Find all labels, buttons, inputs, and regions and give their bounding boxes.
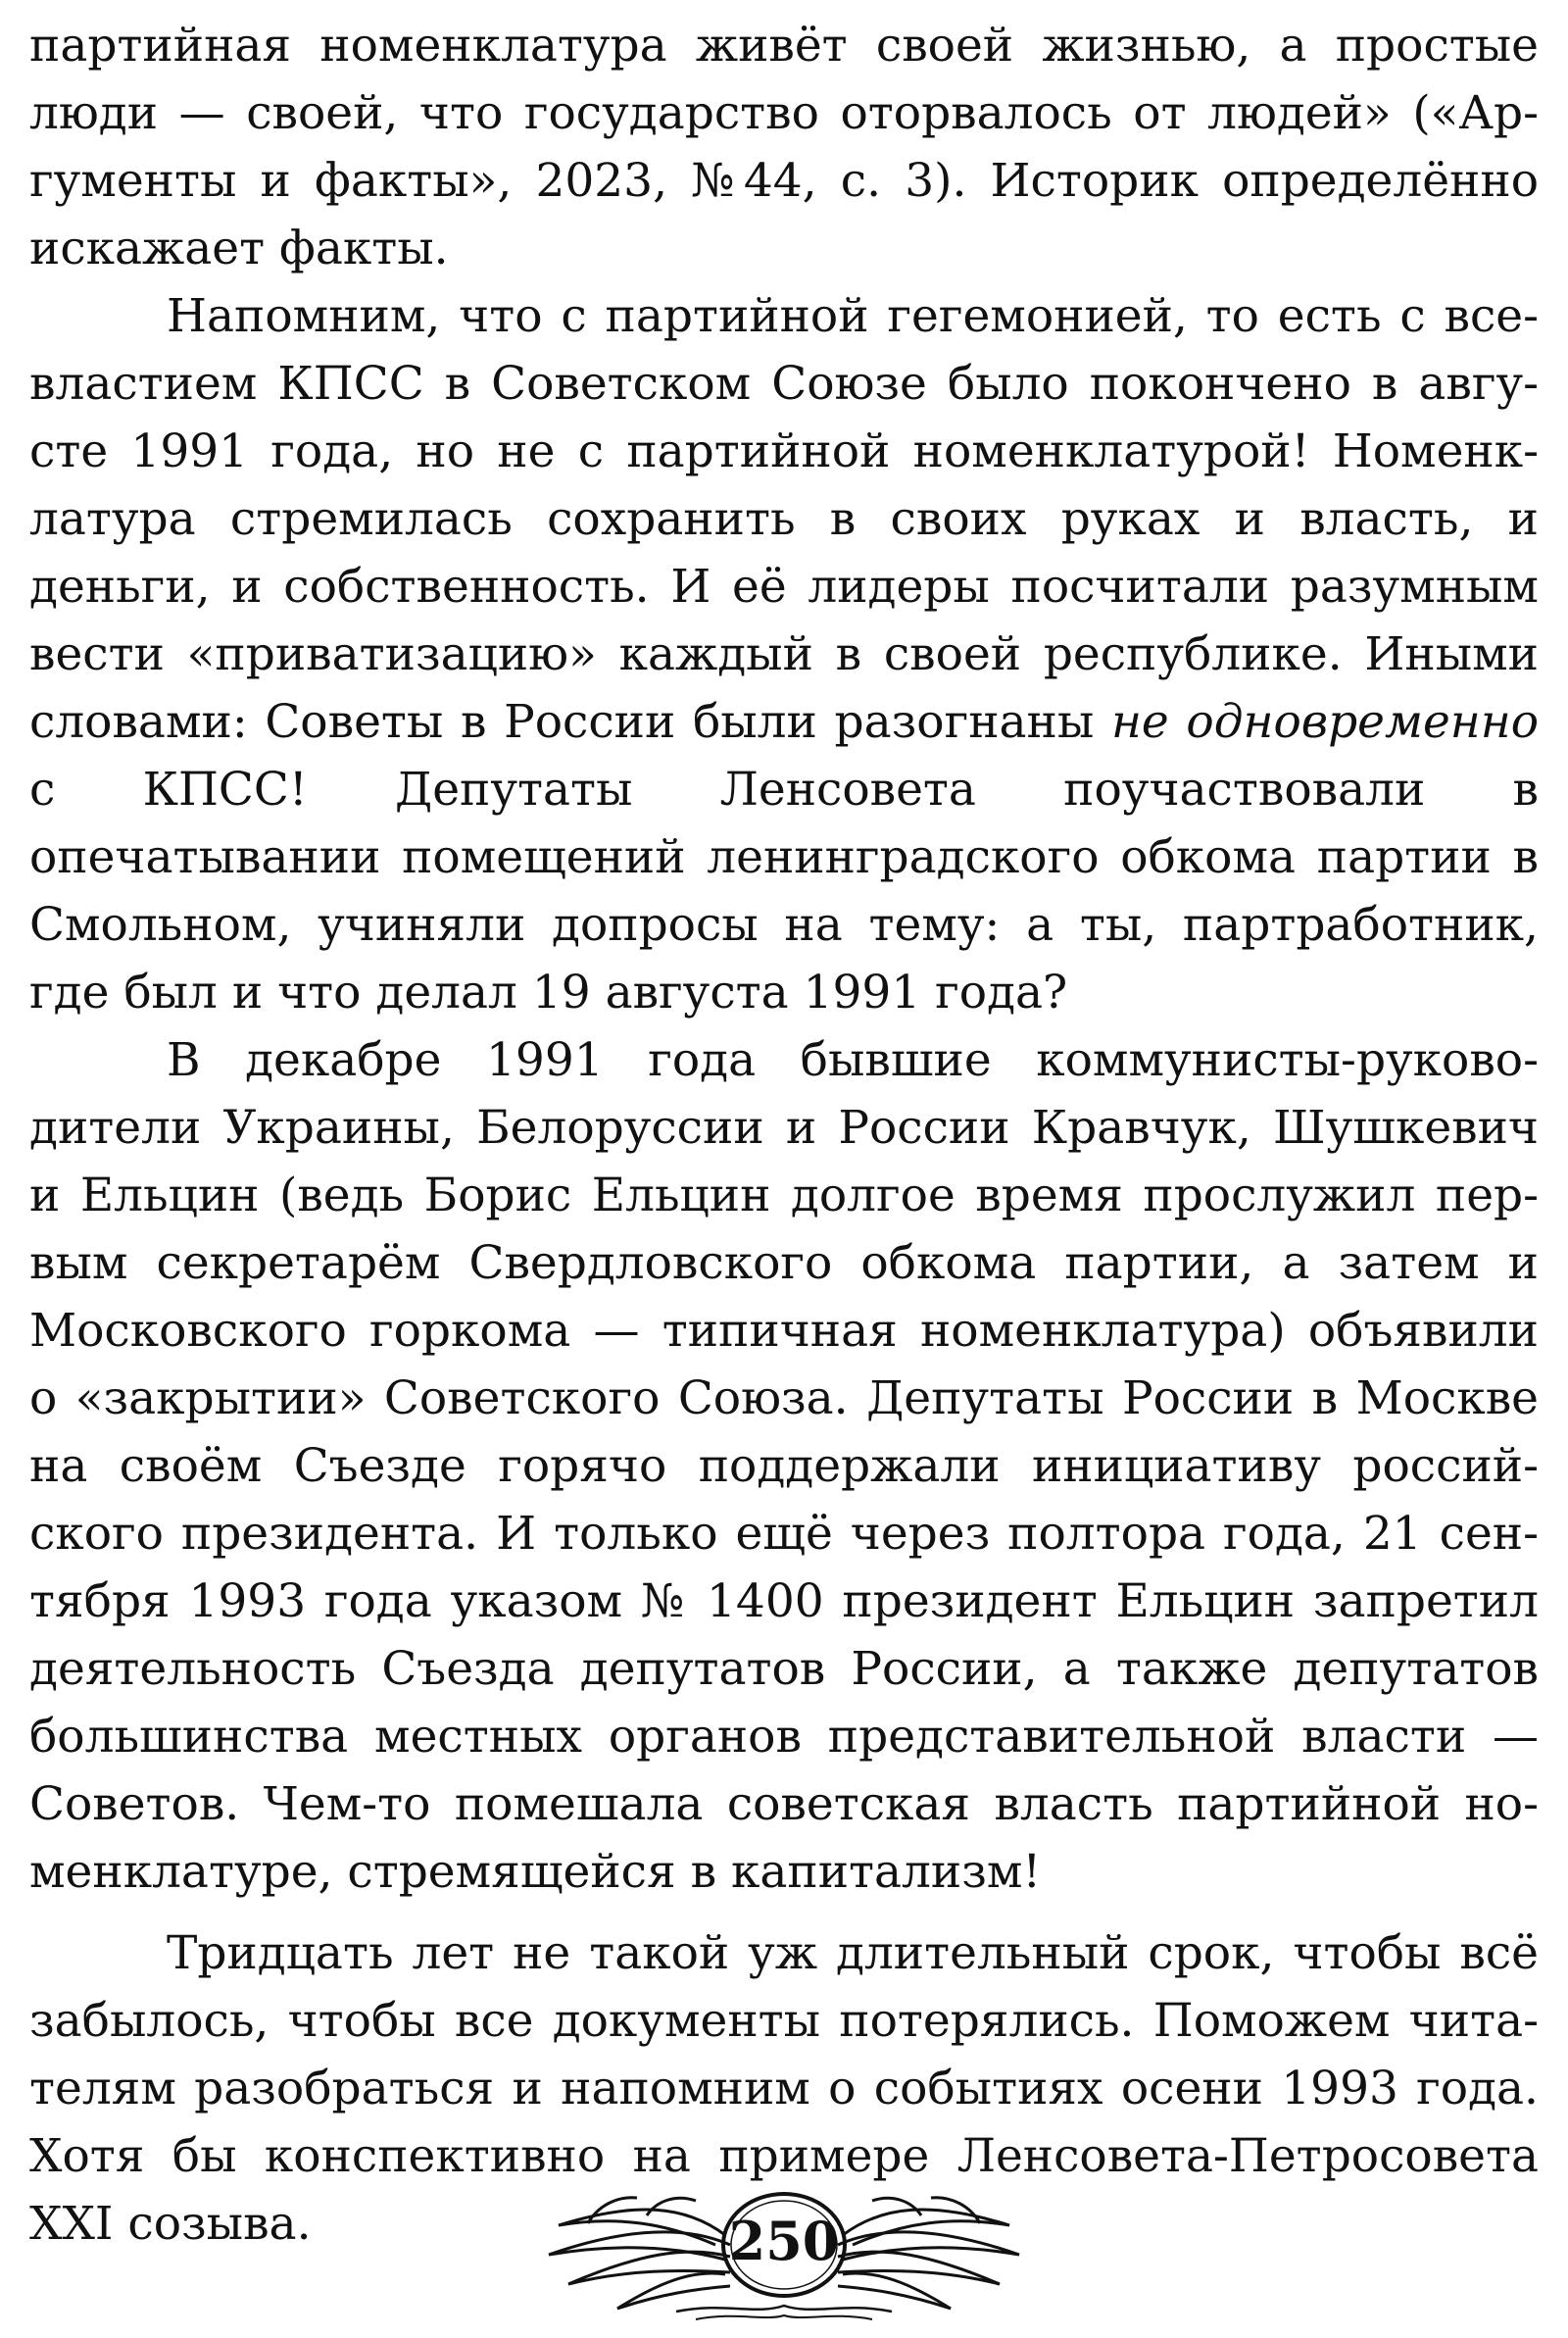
paragraph-2 (29, 282, 1539, 1026)
paragraph-2-text: Напомним, что с партийной гегемонией, то есть с всевластием КПСС в Советском Союзе было покончено в августе 1991 года, но не с партийной номенклатурой! Номенклатура стремилась сохранить в своих руках и власть, и деньги, и собственность. И её лидеры посчитали разумным вести «приватизацию» каждый в своей республике. Иными словами: Советы в России были разогнаны (29, 289, 1539, 749)
page-number: 250 (728, 2210, 840, 2272)
page-footer (0, 2147, 1568, 2333)
paragraph-1 (29, 12, 1539, 282)
paragraph-2-italic: не одновременно (1110, 695, 1539, 749)
page-body (29, 12, 1539, 2258)
paragraph-4-text: Тридцать лет не такой уж длительный срок, чтобы всё забылось, чтобы все документы потерялись. Поможем читателям разобраться и напомним о событиях осени 1993 года. Хотя бы конспективно на примере Ленсовета-Петросовета XXI созыва. (29, 1926, 1539, 2251)
paragraph-3-text: В декабре 1991 года бывшие коммунисты-руководители Украины, Белоруссии и России Кравчук, Шушкевич и Ельцин (ведь Борис Ельцин долгое время прослужил первым секретарём Свердловского обкома партии, а затем и Московского горкома — типичная номенклатура) объявили о «закрытии» Советского Союза. Депутаты России в Москве на своём Съезде горячо поддержали инициативу российского президента. И только ещё через полтора года, 21 сентября 1993 года указом № 1400 президент Ельцин запретил деятельность Съезда депутатов России, а также депутатов большинства местных органов представительной власти — Советов. Чем-то помешала советская власть партийной номенклатуре, стремящейся в капитализм! (29, 1033, 1539, 1899)
paragraph-3 (29, 1026, 1539, 1906)
paragraph-1-text: партийная номенклатура живёт своей жизнью, а простые люди — своей, что государство оторвалось от людей» («Аргументы и факты», 2023, №44, с. 3). Историк определённо искажает факты. (29, 19, 1539, 275)
paragraph-2-text-after: с КПСС! Депутаты Ленсовета поучаствовали в опечатывании помещений ленинградского обкома партии в Смольном, учиняли допросы на тему: а ты, партработник, где был и что делал 19 августа 1991 года? (29, 763, 1539, 1020)
